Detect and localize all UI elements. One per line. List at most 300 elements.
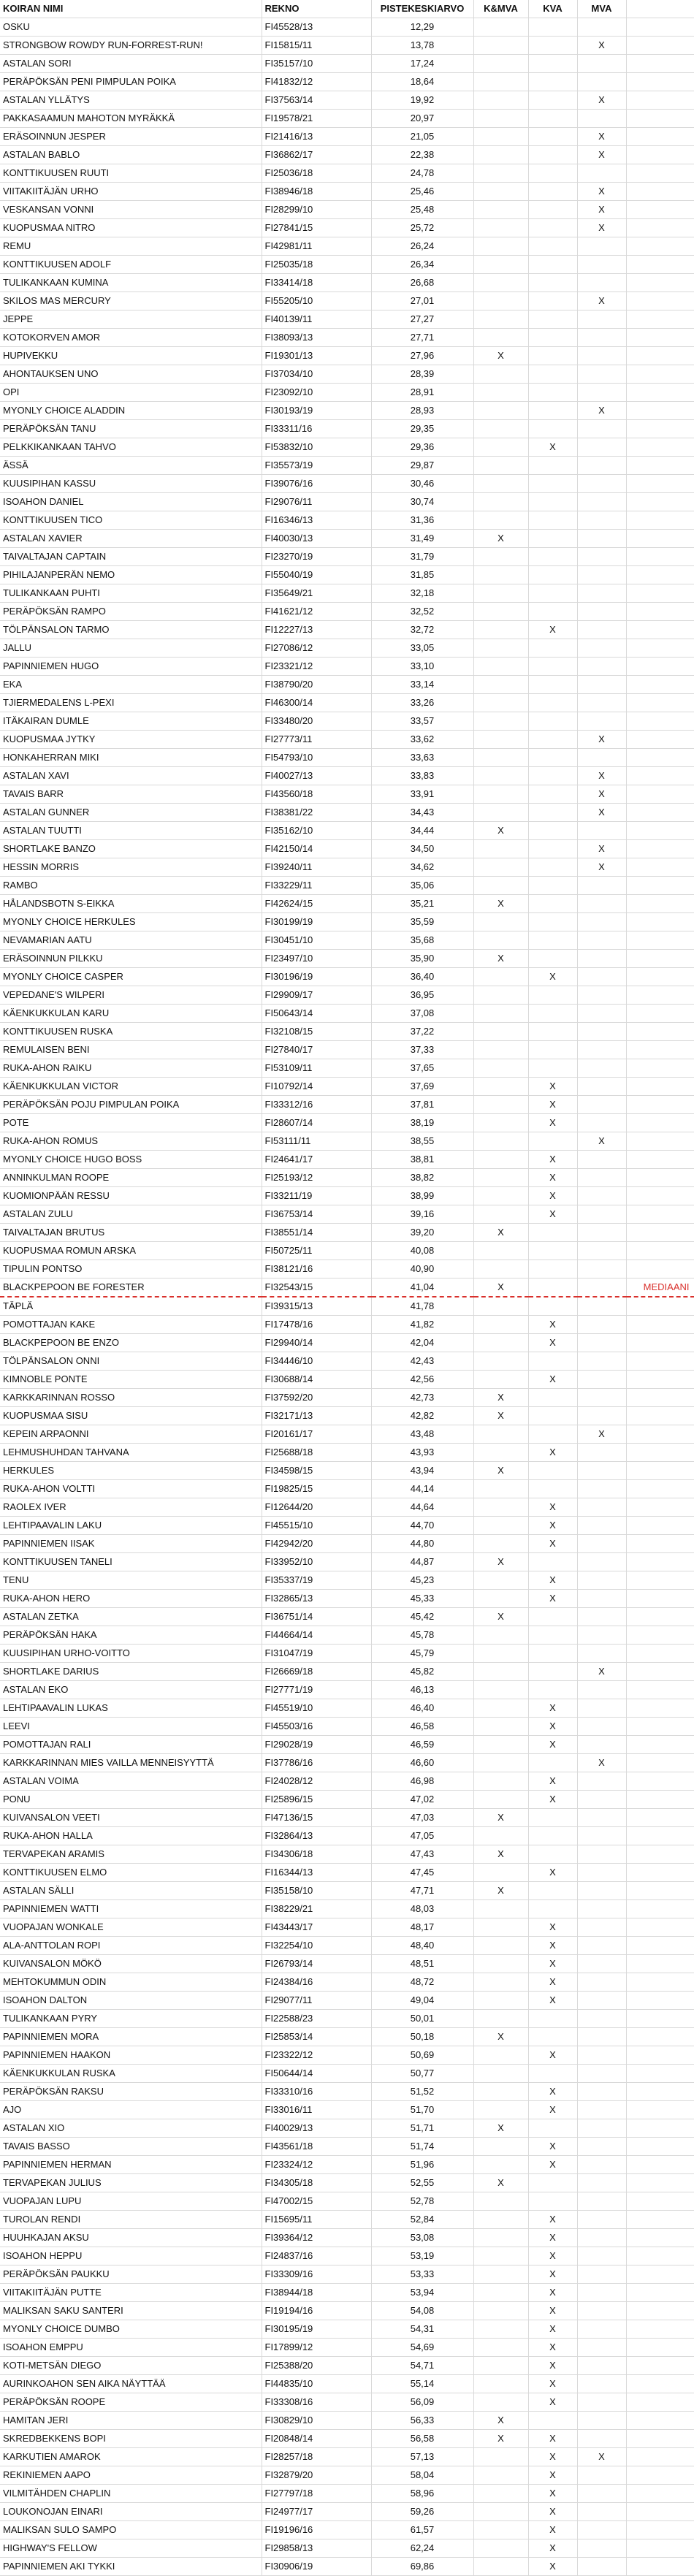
empty-cell — [626, 1645, 694, 1663]
table-row — [0, 1571, 694, 1590]
kva-cell — [528, 584, 577, 603]
k-mva-cell — [473, 2192, 528, 2211]
score-cell: 44,70 — [371, 1517, 473, 1535]
registration-cell: FI41621/12 — [262, 603, 371, 621]
registration-cell: FI50643/14 — [262, 1005, 371, 1023]
dog-name-cell: LEHTIPAAVALIN LAKU — [0, 1517, 262, 1535]
empty-cell — [626, 2156, 694, 2174]
empty-cell — [626, 621, 694, 639]
k-mva-cell — [473, 603, 528, 621]
table-row — [0, 1535, 694, 1553]
score-cell: 12,29 — [371, 18, 473, 37]
score-cell: 35,21 — [371, 895, 473, 913]
k-mva-cell — [473, 1151, 528, 1169]
empty-cell — [626, 712, 694, 731]
registration-cell: FI27773/11 — [262, 731, 371, 749]
registration-cell: FI36753/14 — [262, 1205, 371, 1224]
mva-cell — [577, 1059, 626, 1078]
table-row — [0, 91, 694, 110]
dog-name-cell: KUOPUSMAA NITRO — [0, 219, 262, 237]
kva-cell: X — [528, 1571, 577, 1590]
registration-cell: FI20848/14 — [262, 2430, 371, 2448]
kva-cell — [528, 1407, 577, 1425]
registration-cell: FI36751/14 — [262, 1608, 371, 1626]
dog-name-cell: MYONLY CHOICE HUGO BOSS — [0, 1151, 262, 1169]
table-row — [0, 274, 694, 292]
mva-cell — [577, 1626, 626, 1645]
dog-name-cell: MYONLY CHOICE DUMBO — [0, 2320, 262, 2339]
dog-name-cell: PAPINNIEMEN HAAKON — [0, 2046, 262, 2065]
dog-name-cell: POMOTTAJAN KAKE — [0, 1316, 262, 1334]
registration-cell: FI45528/13 — [262, 18, 371, 37]
score-cell: 38,55 — [371, 1132, 473, 1151]
empty-cell — [626, 475, 694, 493]
dog-name-cell: ASTALAN ZETKA — [0, 1608, 262, 1626]
score-cell: 24,78 — [371, 164, 473, 183]
mva-cell: X — [577, 37, 626, 55]
empty-cell — [626, 2320, 694, 2339]
registration-cell: FI24028/12 — [262, 1772, 371, 1791]
mva-cell: X — [577, 1663, 626, 1681]
registration-cell: FI23497/10 — [262, 950, 371, 968]
kva-cell — [528, 475, 577, 493]
registration-cell: FI26669/18 — [262, 1663, 371, 1681]
k-mva-cell — [473, 1023, 528, 1041]
mva-cell — [577, 1352, 626, 1371]
mva-cell: X — [577, 2448, 626, 2466]
empty-cell — [626, 1517, 694, 1535]
mva-cell — [577, 329, 626, 347]
empty-cell — [626, 384, 694, 402]
score-cell: 48,40 — [371, 1937, 473, 1955]
kva-cell: X — [528, 1736, 577, 1754]
k-mva-cell — [473, 566, 528, 584]
registration-cell: FI15815/11 — [262, 37, 371, 55]
mva-cell — [577, 2503, 626, 2521]
score-cell: 38,19 — [371, 1114, 473, 1132]
empty-cell — [626, 1224, 694, 1242]
kva-cell — [528, 1224, 577, 1242]
empty-cell — [626, 511, 694, 530]
score-cell: 69,86 — [371, 2558, 473, 2576]
table-row — [0, 1517, 694, 1535]
score-cell: 17,24 — [371, 55, 473, 73]
header-kva: KVA — [528, 0, 577, 18]
k-mva-cell: X — [473, 1882, 528, 1900]
header-k-mva: K&MVA — [473, 0, 528, 18]
empty-cell — [626, 785, 694, 804]
kva-cell — [528, 1041, 577, 1059]
mva-cell — [577, 1498, 626, 1517]
k-mva-cell — [473, 986, 528, 1005]
mva-cell — [577, 493, 626, 511]
registration-cell: FI24641/17 — [262, 1151, 371, 1169]
k-mva-cell — [473, 237, 528, 256]
registration-cell: FI25193/12 — [262, 1169, 371, 1187]
score-cell: 44,87 — [371, 1553, 473, 1571]
k-mva-cell — [473, 1535, 528, 1553]
score-cell: 48,17 — [371, 1918, 473, 1937]
registration-cell: FI31047/19 — [262, 1645, 371, 1663]
dog-name-cell: KONTTIKUUSEN ELMO — [0, 1864, 262, 1882]
score-cell: 33,62 — [371, 731, 473, 749]
table-row — [0, 621, 694, 639]
dog-name-cell: ASTALAN BABLO — [0, 146, 262, 164]
dog-name-cell: KEPEIN ARPAONNI — [0, 1425, 262, 1444]
table-row — [0, 384, 694, 402]
kva-cell — [528, 329, 577, 347]
dog-name-cell: KIMNOBLE PONTE — [0, 1371, 262, 1389]
table-row — [0, 2083, 694, 2101]
registration-cell: FI39076/16 — [262, 475, 371, 493]
registration-cell: FI33309/16 — [262, 2266, 371, 2284]
empty-cell — [626, 2119, 694, 2138]
kva-cell: X — [528, 2320, 577, 2339]
score-cell: 28,91 — [371, 384, 473, 402]
registration-cell: FI19194/16 — [262, 2302, 371, 2320]
empty-cell — [626, 1480, 694, 1498]
mva-cell — [577, 1078, 626, 1096]
table-row — [0, 767, 694, 785]
table-body — [0, 18, 694, 2576]
score-cell: 38,82 — [371, 1169, 473, 1187]
dog-name-cell: ASTALAN XAVI — [0, 767, 262, 785]
dog-name-cell: TJIERMEDALENS L-PEXI — [0, 694, 262, 712]
mva-cell — [577, 2229, 626, 2247]
empty-cell — [626, 1718, 694, 1736]
kva-cell — [528, 274, 577, 292]
registration-cell: FI23324/12 — [262, 2156, 371, 2174]
registration-cell: FI38381/22 — [262, 804, 371, 822]
dog-name-cell: VIITAKIITÄJÄN URHO — [0, 183, 262, 201]
k-mva-cell — [473, 2393, 528, 2412]
score-cell: 32,52 — [371, 603, 473, 621]
dog-name-cell: HIGHWAY'S FELLOW — [0, 2539, 262, 2558]
score-cell: 48,03 — [371, 1900, 473, 1918]
table-row — [0, 1389, 694, 1407]
empty-cell — [626, 2393, 694, 2412]
k-mva-cell — [473, 694, 528, 712]
table-row — [0, 2412, 694, 2430]
mva-cell — [577, 1205, 626, 1224]
kva-cell — [528, 73, 577, 91]
k-mva-cell — [473, 438, 528, 457]
score-cell: 46,60 — [371, 1754, 473, 1772]
mva-cell — [577, 1041, 626, 1059]
score-cell: 35,68 — [371, 931, 473, 950]
kva-cell — [528, 2174, 577, 2192]
dog-name-cell: TULIKANKAAN PUHTI — [0, 584, 262, 603]
score-cell: 38,99 — [371, 1187, 473, 1205]
kva-cell — [528, 310, 577, 329]
registration-cell: FI17478/16 — [262, 1316, 371, 1334]
registration-cell: FI45515/10 — [262, 1517, 371, 1535]
dog-name-cell: SHORTLAKE BANZO — [0, 840, 262, 858]
table-row — [0, 639, 694, 658]
empty-cell — [626, 146, 694, 164]
table-row — [0, 511, 694, 530]
kva-cell: X — [528, 1205, 577, 1224]
registration-cell: FI25853/14 — [262, 2028, 371, 2046]
table-row — [0, 55, 694, 73]
score-cell: 44,64 — [371, 1498, 473, 1517]
empty-cell — [626, 1590, 694, 1608]
mva-cell — [577, 1444, 626, 1462]
kva-cell — [528, 110, 577, 128]
dog-name-cell: VESKANSAN VONNI — [0, 201, 262, 219]
kva-cell — [528, 530, 577, 548]
score-cell: 48,51 — [371, 1955, 473, 1973]
mva-cell — [577, 2138, 626, 2156]
table-row — [0, 1754, 694, 1772]
empty-cell — [626, 219, 694, 237]
k-mva-cell — [473, 1187, 528, 1205]
score-cell: 47,71 — [371, 1882, 473, 1900]
table-row — [0, 1809, 694, 1827]
registration-cell: FI38551/14 — [262, 1224, 371, 1242]
table-row — [0, 1791, 694, 1809]
kva-cell — [528, 2119, 577, 2138]
table-row — [0, 950, 694, 968]
score-cell: 46,40 — [371, 1699, 473, 1718]
dog-name-cell: ALA-ANTTOLAN ROPI — [0, 1937, 262, 1955]
table-row — [0, 1480, 694, 1498]
registration-cell: FI25388/20 — [262, 2357, 371, 2375]
table-row — [0, 877, 694, 895]
registration-cell: FI34305/18 — [262, 2174, 371, 2192]
score-cell: 31,79 — [371, 548, 473, 566]
kva-cell — [528, 1297, 577, 1316]
empty-cell — [626, 603, 694, 621]
kva-cell: X — [528, 621, 577, 639]
k-mva-cell — [473, 2320, 528, 2339]
score-cell: 25,72 — [371, 219, 473, 237]
empty-cell — [626, 1114, 694, 1132]
registration-cell: FI47002/15 — [262, 2192, 371, 2211]
dog-name-cell: RUKA-AHON HERO — [0, 1590, 262, 1608]
kva-cell — [528, 128, 577, 146]
registration-cell: FI55205/10 — [262, 292, 371, 310]
score-cell: 28,39 — [371, 365, 473, 384]
mva-cell — [577, 712, 626, 731]
table-row — [0, 1955, 694, 1973]
registration-cell: FI30196/19 — [262, 968, 371, 986]
mva-cell — [577, 566, 626, 584]
header-dog-name: KOIRAN NIMI — [0, 0, 262, 18]
table-row — [0, 1260, 694, 1279]
k-mva-cell — [473, 2339, 528, 2357]
table-row — [0, 402, 694, 420]
registration-cell: FI53832/10 — [262, 438, 371, 457]
k-mva-cell — [473, 511, 528, 530]
mva-cell — [577, 2558, 626, 2576]
dog-name-cell: KUIVANSALON VEETI — [0, 1809, 262, 1827]
empty-cell — [626, 1425, 694, 1444]
mva-cell — [577, 2412, 626, 2430]
mva-cell — [577, 2156, 626, 2174]
kva-cell: X — [528, 1371, 577, 1389]
kva-cell — [528, 402, 577, 420]
empty-cell — [626, 2138, 694, 2156]
empty-cell — [626, 1900, 694, 1918]
score-cell: 37,08 — [371, 1005, 473, 1023]
table-row — [0, 2375, 694, 2393]
table-row — [0, 2156, 694, 2174]
kva-cell — [528, 548, 577, 566]
mva-cell — [577, 950, 626, 968]
mva-cell — [577, 2046, 626, 2065]
k-mva-cell — [473, 55, 528, 73]
mva-cell — [577, 1371, 626, 1389]
empty-cell — [626, 931, 694, 950]
mva-cell — [577, 55, 626, 73]
k-mva-cell — [473, 767, 528, 785]
dog-name-cell: REMU — [0, 237, 262, 256]
dog-name-cell: PELKKIKANKAAN TAHVO — [0, 438, 262, 457]
table-row — [0, 895, 694, 913]
mva-cell: X — [577, 1132, 626, 1151]
table-row — [0, 183, 694, 201]
empty-cell — [626, 1918, 694, 1937]
k-mva-cell: X — [473, 2430, 528, 2448]
score-cell: 39,20 — [371, 1224, 473, 1242]
kva-cell — [528, 676, 577, 694]
kva-cell — [528, 877, 577, 895]
kva-cell: X — [528, 1517, 577, 1535]
registration-cell: FI33229/11 — [262, 877, 371, 895]
registration-cell: FI43443/17 — [262, 1918, 371, 1937]
table-row — [0, 1864, 694, 1882]
table-row — [0, 1187, 694, 1205]
dog-name-cell: BLACKPEPOON BE ENZO — [0, 1334, 262, 1352]
empty-cell — [626, 1772, 694, 1791]
score-cell: 48,72 — [371, 1973, 473, 1992]
mva-cell — [577, 2083, 626, 2101]
table-row — [0, 2284, 694, 2302]
table-row — [0, 804, 694, 822]
empty-cell — [626, 1316, 694, 1334]
kva-cell: X — [528, 1791, 577, 1809]
dog-name-cell: TAVAIS BASSO — [0, 2138, 262, 2156]
score-cell: 47,03 — [371, 1809, 473, 1827]
k-mva-cell — [473, 1918, 528, 1937]
kva-cell — [528, 895, 577, 913]
empty-cell — [626, 201, 694, 219]
registration-cell: FI25688/18 — [262, 1444, 371, 1462]
mva-cell — [577, 822, 626, 840]
kva-cell: X — [528, 2138, 577, 2156]
empty-cell — [626, 1371, 694, 1389]
score-cell: 43,94 — [371, 1462, 473, 1480]
table-row — [0, 931, 694, 950]
registration-cell: FI40029/13 — [262, 2119, 371, 2138]
dog-name-cell: KUUSIPIHAN URHO-VOITTO — [0, 1645, 262, 1663]
registration-cell: FI28257/18 — [262, 2448, 371, 2466]
kva-cell: X — [528, 1992, 577, 2010]
table-row — [0, 2028, 694, 2046]
k-mva-cell — [473, 1590, 528, 1608]
registration-cell: FI30906/19 — [262, 2558, 371, 2576]
k-mva-cell: X — [473, 1553, 528, 1571]
registration-cell: FI27086/12 — [262, 639, 371, 658]
score-cell: 33,26 — [371, 694, 473, 712]
table-row — [0, 1553, 694, 1571]
mva-cell — [577, 1334, 626, 1352]
score-cell: 52,84 — [371, 2211, 473, 2229]
kva-cell — [528, 1480, 577, 1498]
table-row — [0, 1973, 694, 1992]
k-mva-cell — [473, 1078, 528, 1096]
kva-cell — [528, 2192, 577, 2211]
registration-cell: FI34446/10 — [262, 1352, 371, 1371]
empty-cell — [626, 164, 694, 183]
empty-cell — [626, 2028, 694, 2046]
table-row — [0, 457, 694, 475]
mva-cell — [577, 2211, 626, 2229]
k-mva-cell — [473, 2247, 528, 2266]
table-row — [0, 420, 694, 438]
score-cell: 42,04 — [371, 1334, 473, 1352]
mva-cell — [577, 1718, 626, 1736]
k-mva-cell — [473, 37, 528, 55]
empty-cell — [626, 584, 694, 603]
empty-cell — [626, 256, 694, 274]
kva-cell — [528, 365, 577, 384]
table-row — [0, 2448, 694, 2466]
score-cell: 27,71 — [371, 329, 473, 347]
header-score-average: PISTEKESKIARVO — [371, 0, 473, 18]
dog-name-cell: KARKKARINNAN ROSSO — [0, 1389, 262, 1407]
kva-cell — [528, 1681, 577, 1699]
dog-name-cell: TIPULIN PONTSO — [0, 1260, 262, 1279]
k-mva-cell — [473, 457, 528, 475]
score-cell: 32,18 — [371, 584, 473, 603]
dog-name-cell: NEVAMARIAN AATU — [0, 931, 262, 950]
registration-cell: FI42624/15 — [262, 895, 371, 913]
registration-cell: FI38946/18 — [262, 183, 371, 201]
dog-name-cell: ÄSSÄ — [0, 457, 262, 475]
score-cell: 40,90 — [371, 1260, 473, 1279]
mva-cell — [577, 548, 626, 566]
registration-cell: FI54793/10 — [262, 749, 371, 767]
dog-name-cell: ASTALAN XAVIER — [0, 530, 262, 548]
dog-name-cell: LEHTIPAAVALIN LUKAS — [0, 1699, 262, 1718]
table-row — [0, 73, 694, 91]
dog-name-cell: TAIVALTAJAN CAPTAIN — [0, 548, 262, 566]
empty-cell — [626, 1535, 694, 1553]
score-cell: 29,87 — [371, 457, 473, 475]
registration-cell: FI27840/17 — [262, 1041, 371, 1059]
k-mva-cell — [473, 1681, 528, 1699]
score-cell: 22,38 — [371, 146, 473, 164]
kva-cell: X — [528, 1590, 577, 1608]
kva-cell: X — [528, 2302, 577, 2320]
table-row — [0, 2393, 694, 2412]
kva-cell: X — [528, 968, 577, 986]
registration-cell: FI19301/13 — [262, 347, 371, 365]
registration-cell: FI46300/14 — [262, 694, 371, 712]
score-cell: 33,63 — [371, 749, 473, 767]
table-row — [0, 128, 694, 146]
dog-name-cell: ASTALAN YLLÄTYS — [0, 91, 262, 110]
k-mva-cell — [473, 329, 528, 347]
table-row — [0, 310, 694, 329]
k-mva-cell — [473, 1444, 528, 1462]
mva-cell — [577, 18, 626, 37]
kva-cell: X — [528, 2083, 577, 2101]
score-cell: 13,78 — [371, 37, 473, 55]
table-row — [0, 2247, 694, 2266]
